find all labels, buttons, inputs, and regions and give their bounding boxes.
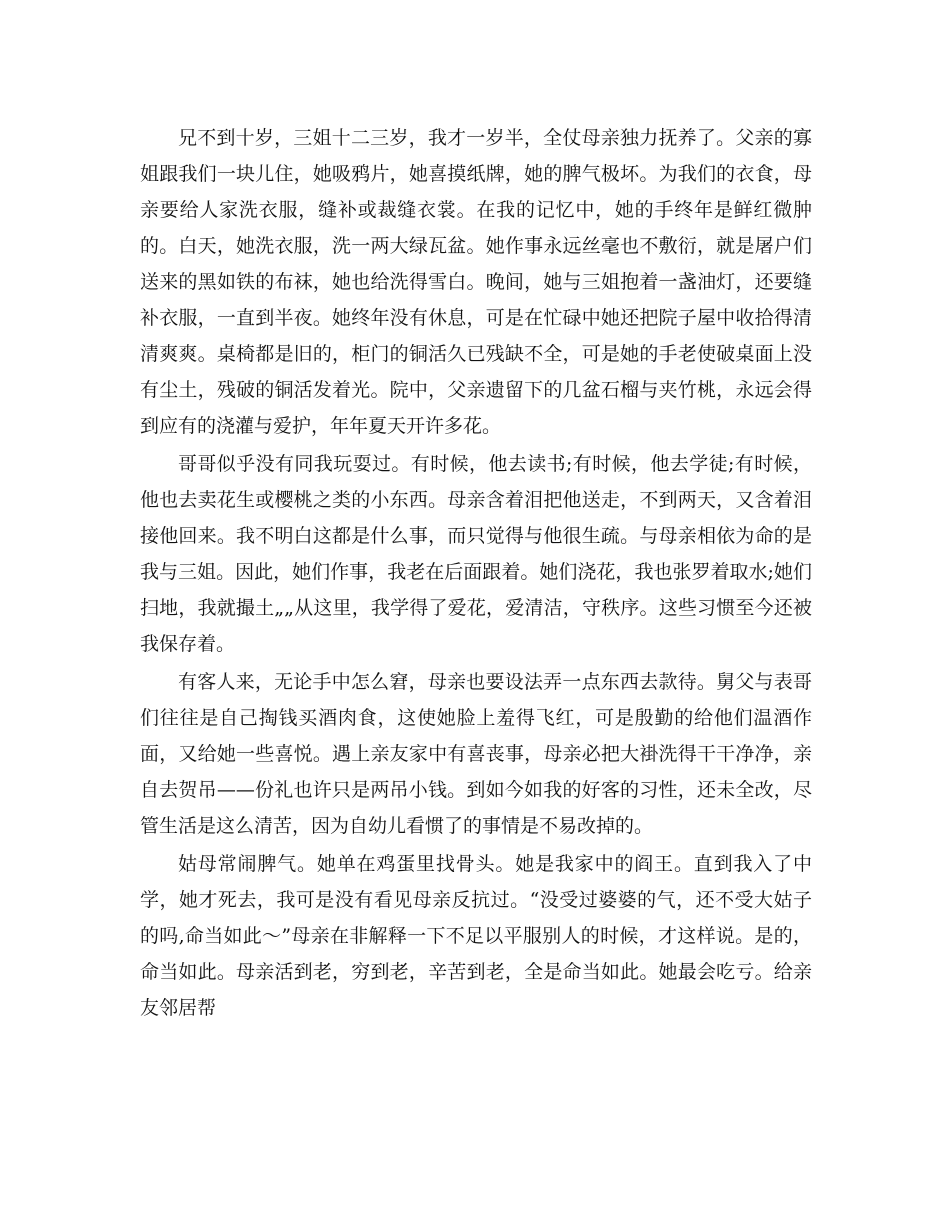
paragraph-2: 哥哥似乎没有同我玩耍过。有时候，他去读书;有时候，他去学徒;有时候，他也去卖花生或樱桃之类的小东西。母亲含着泪把他送走，不到两天，又含着泪接他回来。我不明白这都是什么事，而只觉得与他很生疏。与母亲相依为命的是我与三姐。因此，她们作事，我老在后面跟着。她们浇花，我也张罗着取水;她们扫地，我就撮土„„从这里，我学得了爱花，爱清洁，守秩序。这些习惯至今还被我保存着。 (140, 453, 812, 655)
paragraph-1: 兄不到十岁，三姐十二三岁，我才一岁半，全仗母亲独力抚养了。父亲的寡姐跟我们一块儿住，她吸鸦片，她喜摸纸牌，她的脾气极坏。为我们的衣食，母亲要给人家洗衣服，缝补或裁缝衣裳。在我的记忆中，她的手终年是鲜红微肿的。白天，她洗衣服，洗一两大绿瓦盆。她作事永远丝毫也不敷衍，就是屠户们送来的黑如铁的布袜，她也给洗得雪白。晚间，她与三姐抱着一盏油灯，还要缝补衣服，一直到半夜。她终年没有休息，可是在忙碌中她还把院子屋中收拾得清清爽爽。桌椅都是旧的，柜门的铜活久已残缺不全，可是她的手老使破桌面上没有尘土，残破的铜活发着光。院中，父亲遗留下的几盆石榴与夹竹桃，永远会得到应有的浇灌与爱护，年年夏天开许多花。 (140, 127, 812, 437)
document-body (140, 120, 812, 1028)
paragraph-4: 姑母常闹脾气。她单在鸡蛋里找骨头。她是我家中的阎王。直到我入了中学，她才死去，我可是没有看见母亲反抗过。“没受过婆婆的气，还不受大姑子的吗,命当如此～”母亲在非解释一下不足以平服别人的时候，才这样说。是的，命当如此。母亲活到老，穷到老，辛苦到老，全是命当如此。她最会吃亏。给亲友邻居帮 (140, 853, 812, 1019)
paragraph-3: 有客人来，无论手中怎么窘，母亲也要设法弄一点东西去款待。舅父与表哥们往往是自己掏钱买酒肉食，这使她脸上羞得飞红，可是殷勤的给他们温酒作面，又给她一些喜悦。遇上亲友家中有喜丧事，母亲必把大褂洗得干干净净，亲自去贺吊——份礼也许只是两吊小钱。到如今如我的好客的习性，还未全改，尽管生活是这么清苦，因为自幼儿看惯了的事情是不易改掉的。 (140, 671, 812, 837)
